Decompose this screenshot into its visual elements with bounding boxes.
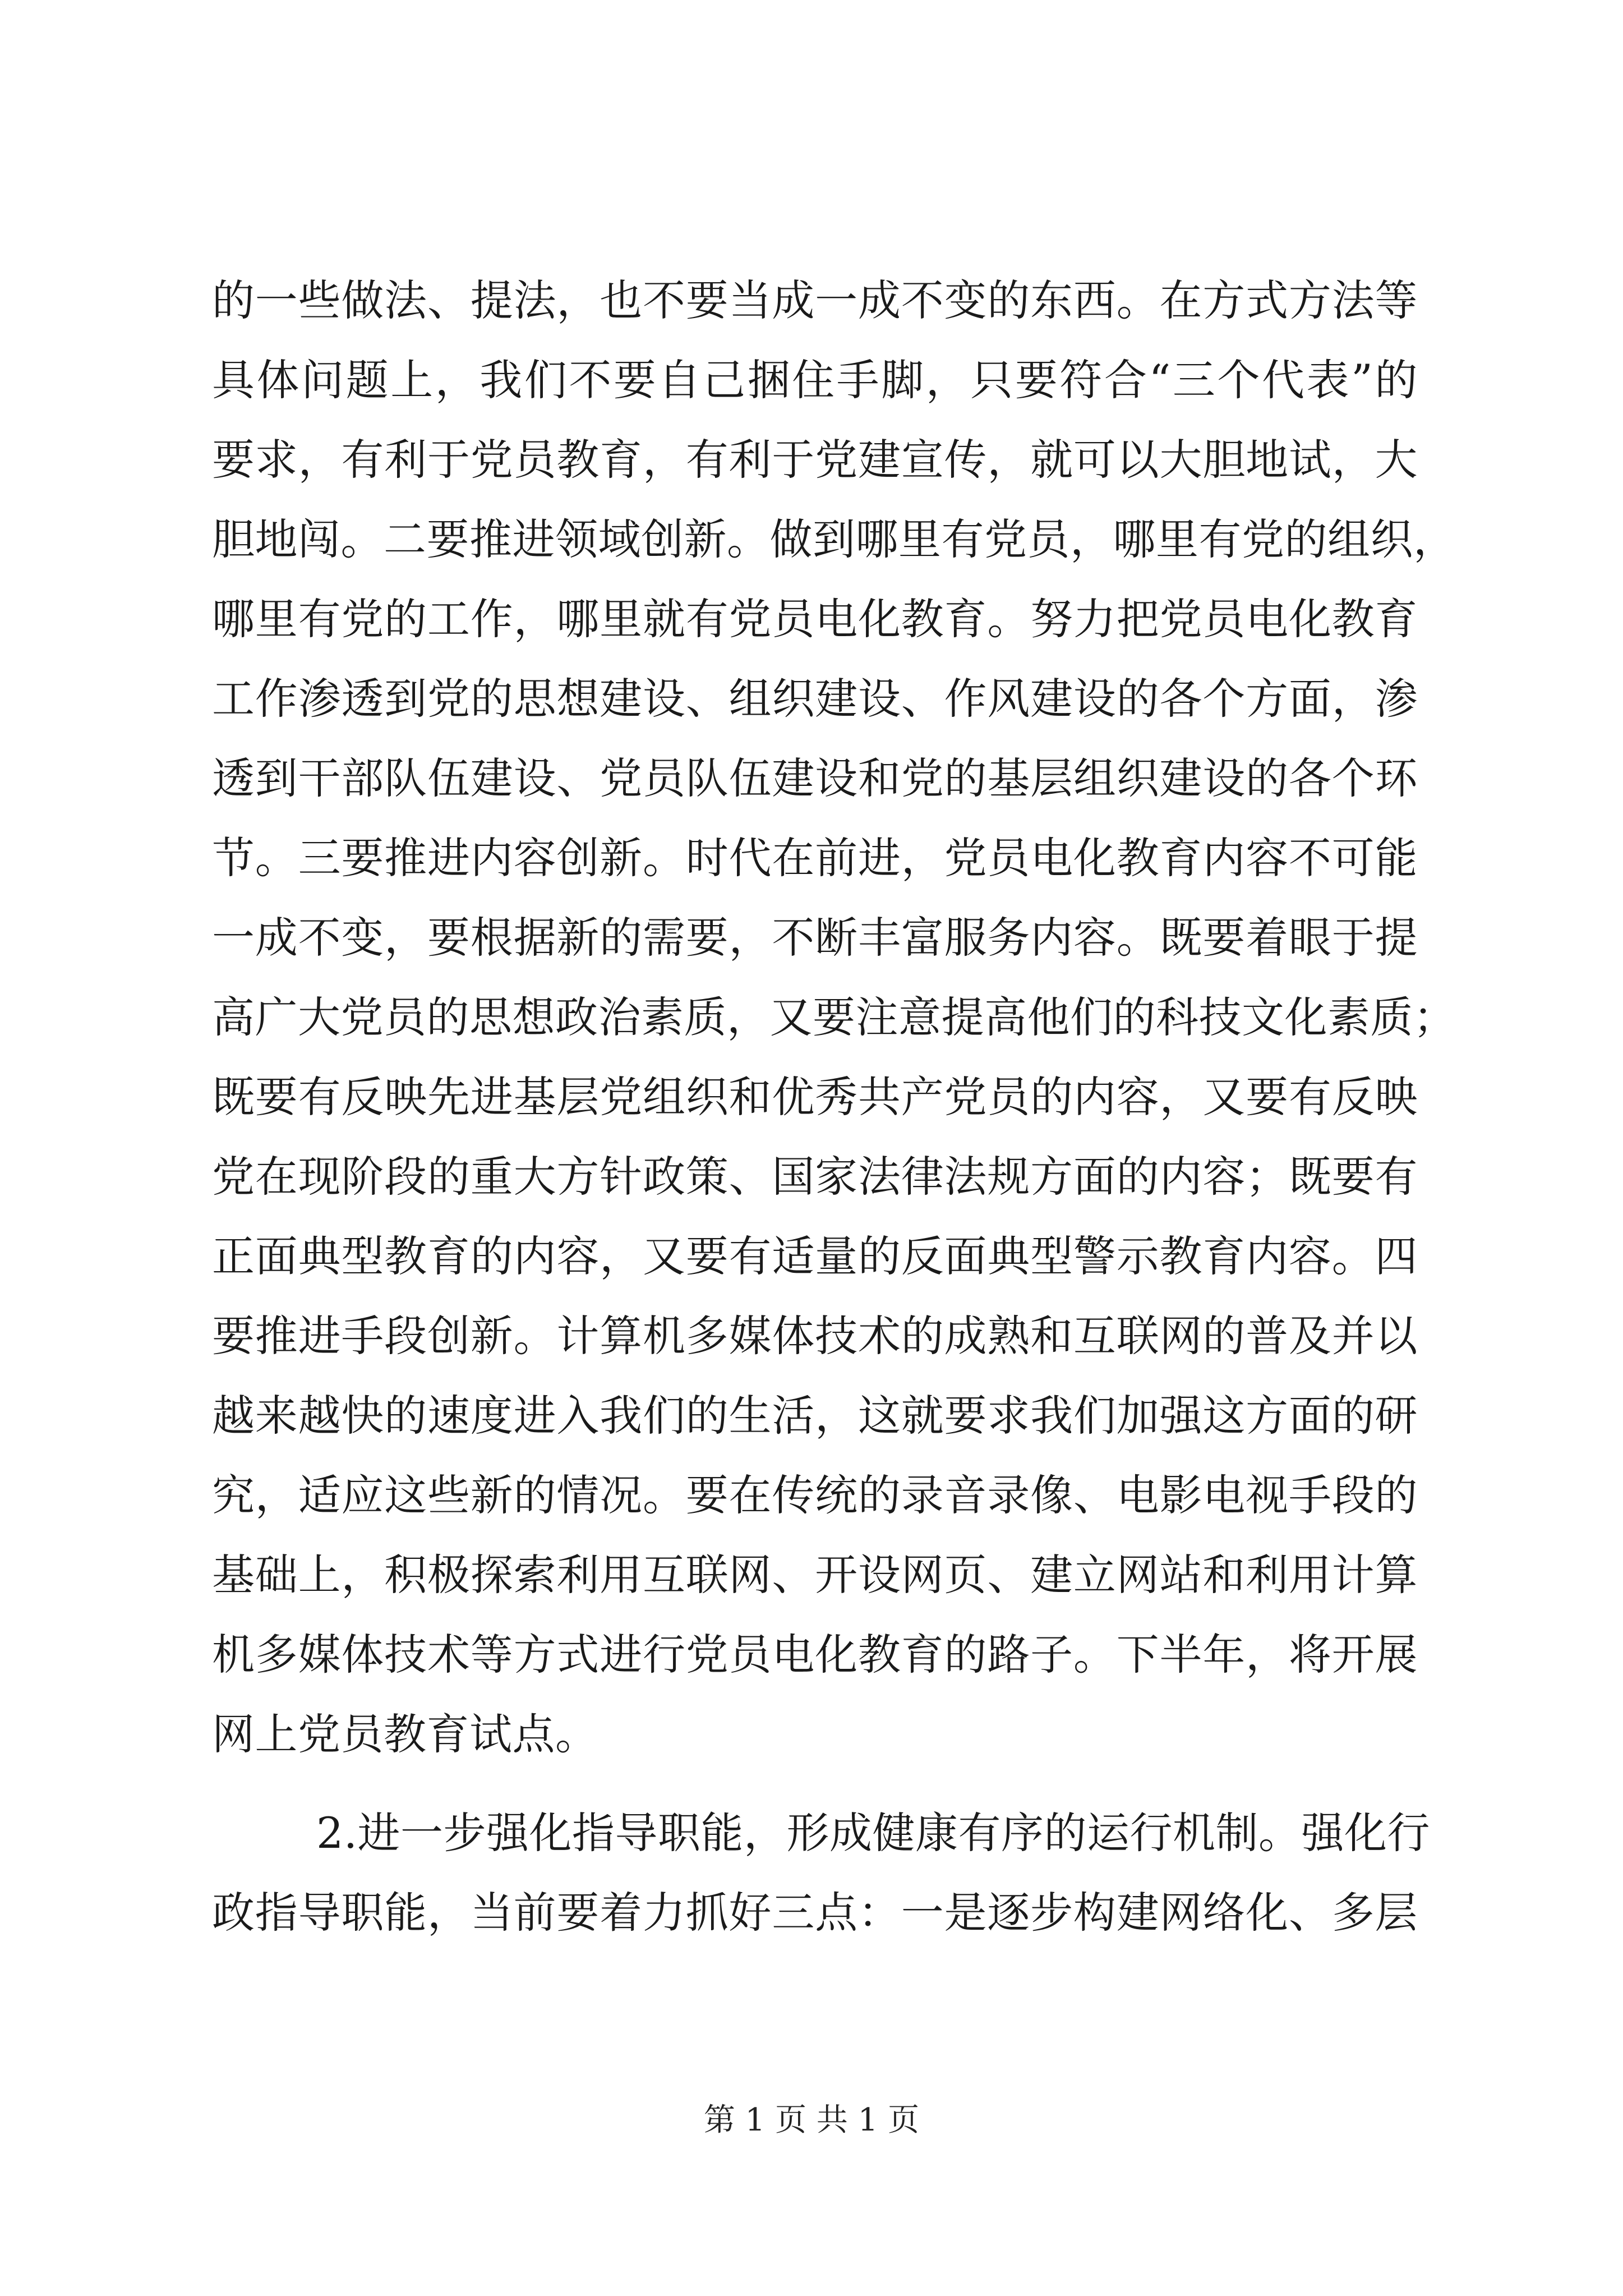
text-line: 机多媒体技术等方式进行党员电化教育的路子。下半年，将开展 — [212, 1630, 1418, 1680]
text-line: 2.进一步强化指导职能，形成健康有序的运行机制。强化行 — [316, 1808, 1431, 1858]
text-line: 网上党员教育试点。 — [212, 1709, 598, 1759]
page-footer: 第 1 页 共 1 页 — [703, 2102, 920, 2138]
paragraph-gap — [212, 1774, 1418, 1793]
text-line: 具体问题上，我们不要自己捆住手脚，只要符合“三个代表”的 — [212, 355, 1418, 405]
text-line: 高广大党员的思想政治素质，又要注意提高他们的科技文化素质； — [212, 992, 1456, 1042]
text-line: 一成不变，要根据新的需要，不断丰富服务内容。既要着眼于提 — [212, 913, 1418, 963]
text-line: 工作渗透到党的思想建设、组织建设、作风建设的各个方面，渗 — [212, 674, 1418, 724]
text-line: 正面典型教育的内容，又要有适量的反面典型警示教育内容。四 — [212, 1231, 1418, 1281]
text-line: 政指导职能，当前要着力抓好三点：一是逐步构建网络化、多层 — [212, 1888, 1418, 1938]
text-line: 究，适应这些新的情况。要在传统的录音录像、电影电视手段的 — [212, 1470, 1418, 1520]
paragraph-2 — [212, 1793, 1431, 1953]
text-line: 的一些做法、提法，也不要当成一成不变的东西。在方式方法等 — [212, 275, 1418, 325]
text-line: 哪里有党的工作，哪里就有党员电化教育。努力把党员电化教育 — [212, 594, 1418, 644]
text-line: 党在现阶段的重大方针政策、国家法律法规方面的内容；既要有 — [212, 1152, 1418, 1202]
text-line: 越来越快的速度进入我们的生活，这就要求我们加强这方面的研 — [212, 1391, 1418, 1441]
text-line: 节。三要推进内容创新。时代在前进，党员电化教育内容不可能 — [212, 833, 1418, 883]
text-line: 透到干部队伍建设、党员队伍建设和党的基层组织建设的各个环 — [212, 753, 1418, 803]
text-line: 要求，有利于党员教育，有利于党建宣传，就可以大胆地试，大 — [212, 435, 1418, 485]
text-line: 胆地闯。二要推进领域创新。做到哪里有党员，哪里有党的组织， — [212, 514, 1456, 564]
text-line: 既要有反映先进基层党组织和优秀共产党员的内容，又要有反映 — [212, 1072, 1418, 1122]
text-line: 要推进手段创新。计算机多媒体技术的成熟和互联网的普及并以 — [212, 1311, 1418, 1361]
text-line: 基础上，积极探索利用互联网、开设网页、建立网站和利用计算 — [212, 1550, 1418, 1600]
body-text — [212, 261, 1456, 1953]
paragraph-1 — [212, 261, 1456, 1774]
